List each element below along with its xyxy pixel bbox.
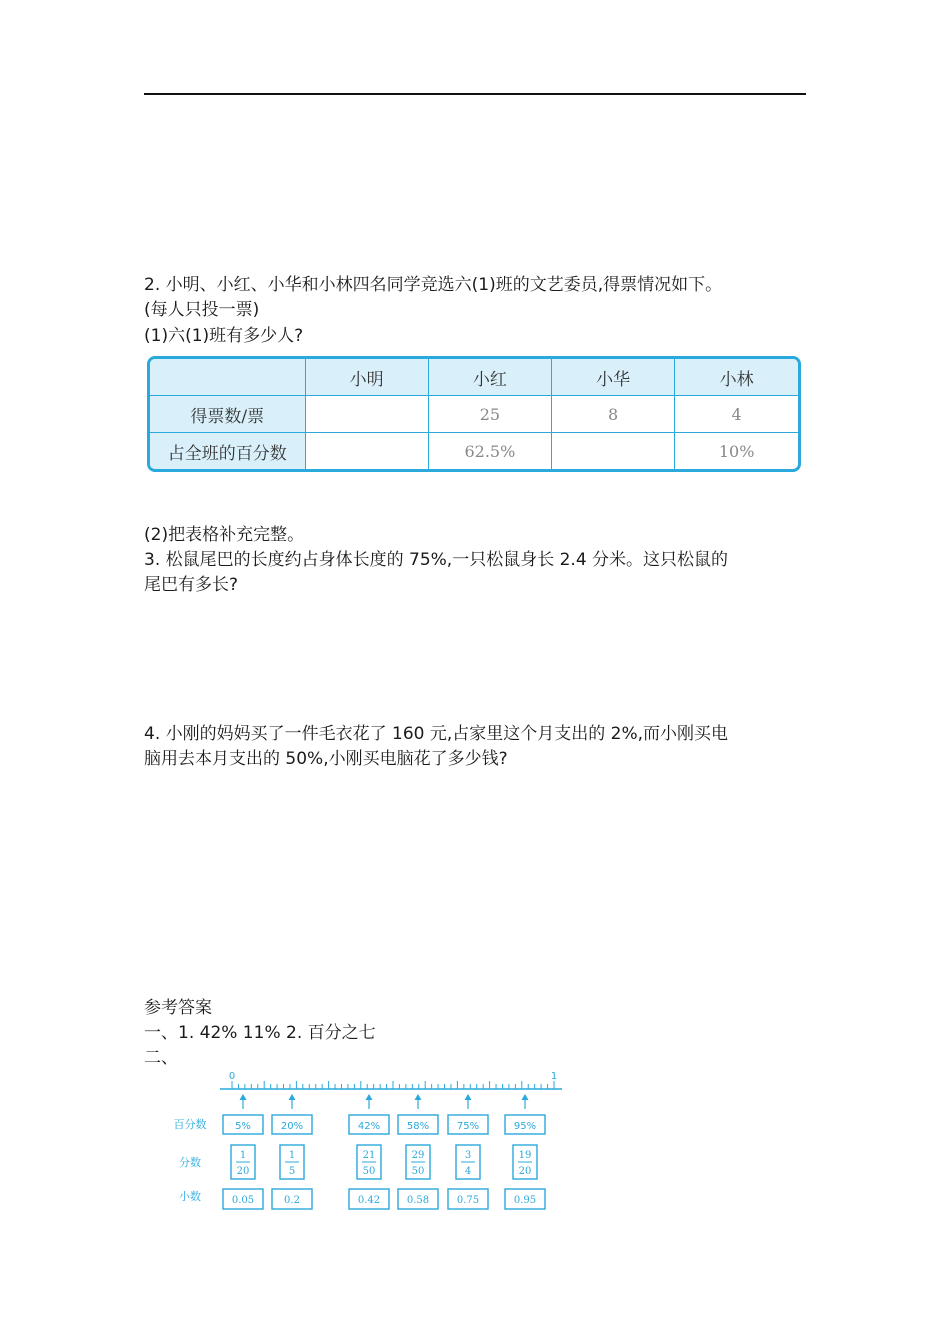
decimal-value: 0.75 xyxy=(456,1195,480,1206)
table-header-cell: 小林 xyxy=(675,359,798,396)
table-cell: 25 xyxy=(428,396,551,433)
decimal-value: 0.95 xyxy=(513,1195,537,1206)
table-cell: 4 xyxy=(675,396,798,433)
row-label: 得票数/票 xyxy=(150,396,305,433)
row-label: 占全班的百分数 xyxy=(150,433,305,469)
fraction-numerator: 1 xyxy=(288,1150,296,1161)
arrow-head-icon xyxy=(366,1094,373,1100)
start-label: 0 xyxy=(228,1071,236,1082)
percent-value: 95% xyxy=(513,1121,537,1132)
fraction-denominator: 5 xyxy=(288,1166,296,1177)
answer-columns xyxy=(223,1094,545,1209)
percent-value: 58% xyxy=(406,1121,430,1132)
answers-part-1: 一、1. 42% 11% 2. 百分之七 xyxy=(144,1023,376,1043)
table-header-cell: 小明 xyxy=(305,359,428,396)
fraction-numerator: 21 xyxy=(362,1150,376,1161)
table-cell xyxy=(305,433,428,469)
fraction-denominator: 50 xyxy=(362,1166,376,1177)
row-label-decimal: 小数 xyxy=(179,1190,201,1203)
decimal-value: 0.42 xyxy=(357,1195,381,1206)
q2-line-1: 2. 小明、小红、小华和小林四名同学竞选六(1)班的文艺委员,得票情况如下。 xyxy=(144,275,723,295)
row-label-fraction: 分数 xyxy=(179,1156,201,1169)
table-header-cell: 小华 xyxy=(552,359,675,396)
votes-table xyxy=(147,356,801,472)
decimal-value: 0.05 xyxy=(231,1195,255,1206)
row-label-percent: 百分数 xyxy=(173,1118,207,1131)
fraction-denominator: 20 xyxy=(518,1166,532,1177)
percent-value: 75% xyxy=(456,1121,480,1132)
answers-title: 参考答案 xyxy=(144,998,212,1018)
table-row xyxy=(150,396,798,433)
table-cell: 8 xyxy=(552,396,675,433)
table-cell xyxy=(305,396,428,433)
fraction-denominator: 4 xyxy=(464,1166,472,1177)
answers-part-2: 二、 xyxy=(144,1048,178,1068)
q3-line-2: 尾巴有多长? xyxy=(144,575,239,595)
fraction-denominator: 50 xyxy=(411,1166,425,1177)
table-header-row xyxy=(150,359,798,396)
arrow-head-icon xyxy=(240,1094,247,1100)
arrow-head-icon xyxy=(465,1094,472,1100)
number-line-ticks xyxy=(232,1081,554,1089)
fraction-numerator: 19 xyxy=(518,1150,532,1161)
arrow-head-icon xyxy=(289,1094,296,1100)
arrow-head-icon xyxy=(415,1094,422,1100)
q4-line-2: 脑用去本月支出的 50%,小刚买电脑花了多少钱? xyxy=(144,749,508,769)
table-cell: 62.5% xyxy=(428,433,551,469)
percent-value: 5% xyxy=(235,1121,251,1132)
q2-line-2: (每人只投一票) xyxy=(144,300,260,320)
q4-line-1: 4. 小刚的妈妈买了一件毛衣花了 160 元,占家里这个月支出的 2%,而小刚买电 xyxy=(144,724,729,744)
percent-value: 20% xyxy=(280,1121,304,1132)
decimal-value: 0.2 xyxy=(284,1195,300,1206)
q3-line-1: 3. 松鼠尾巴的长度约占身体长度的 75%,一只松鼠身长 2.4 分米。这只松鼠的 xyxy=(144,550,729,570)
q2-sub-1: (1)六(1)班有多少人? xyxy=(144,326,304,346)
fraction-denominator: 20 xyxy=(236,1166,250,1177)
percent-value: 42% xyxy=(357,1121,381,1132)
fraction-numerator: 3 xyxy=(464,1150,472,1161)
fraction-numerator: 29 xyxy=(411,1150,425,1161)
table-header-cell: 小红 xyxy=(428,359,551,396)
fraction-numerator: 1 xyxy=(239,1150,247,1161)
q2-sub-2: (2)把表格补充完整。 xyxy=(144,525,305,545)
end-label: 1 xyxy=(550,1071,558,1082)
header-rule xyxy=(144,93,806,95)
table-row xyxy=(150,433,798,469)
table-cell: 10% xyxy=(675,433,798,469)
decimal-value: 0.58 xyxy=(406,1195,430,1206)
table-cell xyxy=(552,433,675,469)
number-line-figure xyxy=(150,1065,570,1215)
table-header-cell xyxy=(150,359,305,396)
arrow-head-icon xyxy=(522,1094,529,1100)
